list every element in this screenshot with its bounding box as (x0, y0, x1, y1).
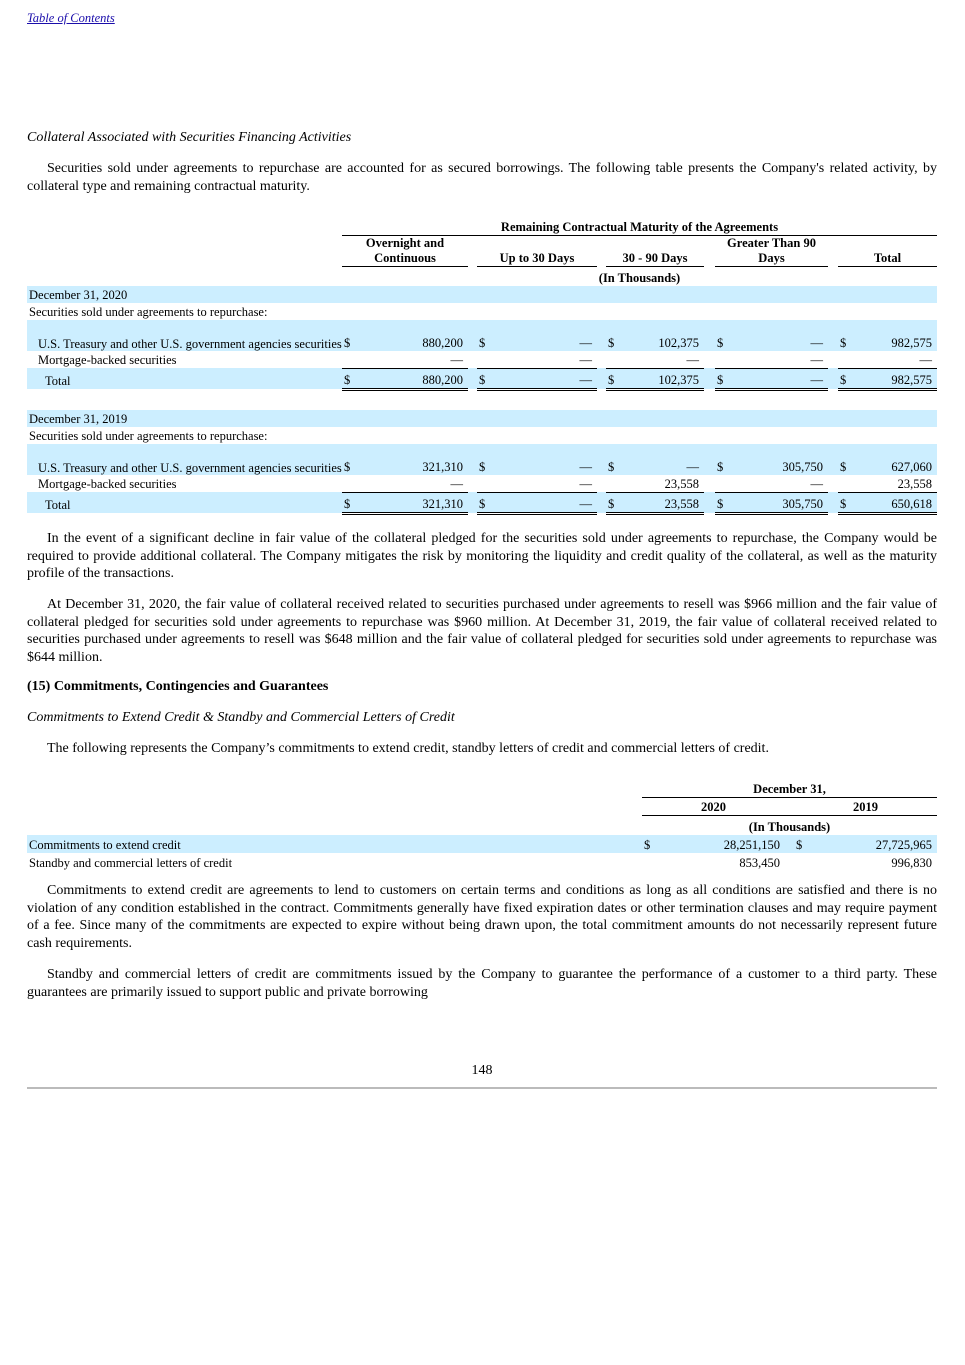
repurchase-maturity-table (27, 218, 937, 515)
commitments-table (27, 779, 937, 871)
section-subheading: Securities sold under agreements to repurchase: (29, 429, 268, 443)
total-row: Total $ 321,310 $ — $ 23,558 $ 305,750 $ 650,618 (27, 492, 937, 513)
collateral-paragraph-1: In the event of a significant decline in fair value of the collateral pledged for the securities sold under agreements to repurchase, the Company would be required to provide additional collateral. The Company mitigates the risk by monitoring the liquidity and credit quality of the collateral, as well as the maturity profile of the transactions. (27, 531, 937, 581)
section-date-2019: December 31, 2019 (27, 410, 342, 427)
collateral-heading: Collateral Associated with Securities Financing Activities (27, 130, 352, 145)
commitments-intro: The following represents the Company’s commitments to extend credit, standby letters of credit and commercial letters of credit. (47, 741, 769, 756)
col-header-overnight: Overnight and Continuous (342, 235, 468, 266)
units-label: (In Thousands) (598, 271, 681, 285)
table-row: Standby and commercial letters of credit 853,450 996,830 (29, 856, 932, 870)
collateral-intro: Securities sold under agreements to repurchase are accounted for as secured borrowings. The following table presents the Company's related activity, by collateral type and remaining contractual maturity. (27, 161, 937, 194)
commitments-heading: (15) Commitments, Contingencies and Guarantees (27, 679, 329, 694)
maturity-group-header: Remaining Contractual Maturity of the Agreements (342, 218, 937, 235)
section-subheading: Securities sold under agreements to repurchase: (29, 305, 268, 319)
section-date-2020: December 31, 2020 (27, 286, 342, 303)
footer-divider (27, 1087, 937, 1089)
units-label: (In Thousands) (748, 820, 831, 834)
col-header-2020: 2020 (642, 797, 785, 815)
col-header-30-90: 30 - 90 Days (606, 235, 704, 266)
collateral-paragraph-2: At December 31, 2020, the fair value of collateral received related to securities purchased under agreements to resell was $966 million and the fair value of collateral pledged for securities sold under agreements to repurchase was $960 million. At December 31, 2019, the fair value of collateral received related to securities purchased under agreements to resell was $648 million and the fair value of collateral pledged for securities sold under agreements to repurchase was $644 million. (27, 597, 937, 665)
page-number: 148 (471, 1063, 493, 1078)
december-31-header: December 31, (642, 779, 937, 797)
table-row: Commitments to extend credit $ 28,251,150 $ 27,725,965 (27, 835, 937, 853)
table-row: Mortgage-backed securities — — — — — (27, 351, 937, 368)
col-header-greater-90: Greater Than 90 Days (715, 235, 828, 266)
commitments-subheading: Commitments to Extend Credit & Standby and Commercial Letters of Credit (27, 710, 455, 725)
commitments-paragraph-2: Standby and commercial letters of credit are commitments issued by the Company to guarantee the performance of a customer to a third party. These guarantees are primarily issued to support public and private borrowing (27, 967, 937, 1000)
col-header-total: Total (838, 235, 937, 266)
commitments-paragraph-1: Commitments to extend credit are agreements to lend to customers on certain terms and conditions as long as all conditions are satisfied and there is no violation of any condition established in the contract. Commitments generally have fixed expiration dates or other termination clauses and may require payment of a fee. Since many of the commitments are expected to expire without being drawn upon, the total commitment amounts do not necessarily represent future cash requirements. (27, 883, 937, 951)
table-row: U.S. Treasury and other U.S. government agencies securities $ 880,200 $ — $ 102,375 $ — $ 982,575 (27, 320, 937, 351)
table-row: U.S. Treasury and other U.S. government agencies securities $ 321,310 $ — $ — $ 305,750 $ 627,060 (27, 444, 937, 475)
col-header-up-to-30: Up to 30 Days (477, 235, 597, 266)
total-row: Total $ 880,200 $ — $ 102,375 $ — $ 982,575 (27, 368, 937, 389)
table-row: Mortgage-backed securities — — 23,558 — 23,558 (27, 475, 937, 492)
col-header-2019: 2019 (794, 797, 937, 815)
table-of-contents-link[interactable]: Table of Contents (27, 11, 115, 25)
